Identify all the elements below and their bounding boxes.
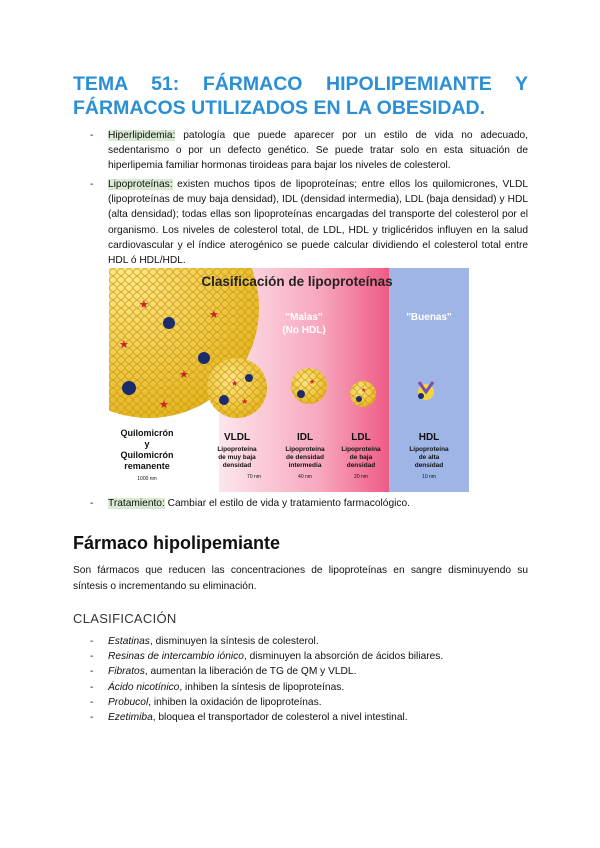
list-item — [90, 710, 528, 725]
list-item — [90, 649, 528, 664]
bullet-dash: - — [90, 179, 94, 190]
section-paragraph: Son fármacos que reducen las concentraciones de lipoproteínas en sangre disminuyendo su síntesis o incrementando su eliminación. — [73, 565, 528, 592]
ldl-desc-2: de baja — [349, 454, 373, 461]
bullet-dash: - — [90, 498, 94, 509]
term-highlight: Lipoproteínas: — [108, 179, 173, 190]
bullet-dash: - — [90, 651, 94, 663]
title-line-2: FÁRMACOS UTILIZADOS EN LA OBESIDAD. — [73, 97, 486, 119]
idl-desc-1: Lipoproteína — [285, 446, 325, 453]
bullet-dash: - — [90, 130, 94, 141]
bullet-dash: - — [90, 636, 94, 647]
quilomicron-size: 1000 nm — [137, 476, 157, 482]
item-text: Cambiar el estilo de vida y tratamiento farmacológico. — [164, 498, 410, 509]
svg-text:★: ★ — [209, 309, 219, 321]
drug-name: Ácido nicotínico — [108, 681, 180, 693]
svg-text:★: ★ — [309, 379, 316, 386]
bullet-dash: - — [90, 666, 94, 678]
bullet-dash: - — [90, 712, 94, 724]
hdl-particle — [418, 382, 434, 400]
vldl-particle — [207, 358, 267, 418]
drug-description: , inhiben la oxidación de lipoproteínas. — [148, 696, 322, 708]
hdl-desc-1: Lipoproteína — [409, 446, 449, 453]
drug-description: , inhiben la síntesis de lipoproteínas. — [179, 681, 345, 693]
quilomicron-name: Quilomicrón — [120, 428, 174, 438]
hdl-name: HDL — [418, 432, 440, 443]
bullet-dash: - — [90, 696, 94, 708]
ldl-desc-1: Lipoproteína — [341, 446, 381, 453]
vldl-size: 70 nm — [247, 474, 261, 480]
svg-text:★: ★ — [139, 299, 149, 311]
drug-name: Resinas de intercambio iónico — [108, 651, 244, 663]
bullet-list-tratamiento — [90, 496, 528, 511]
figure-title: Clasificación de lipoproteínas — [201, 274, 393, 289]
item-text: patología que puede aparecer por un estilo de vida no adecuado, sedentarismo o por un defecto genético. Se puede tratar solo en esta situación de hiperlipemia familiar hormonas tiroideas para bajar los niveles de colesterol. — [108, 130, 528, 172]
drug-description: , bloquea el transportador de colesterol a nivel intestinal. — [152, 712, 408, 724]
drug-description: , disminuyen la absorción de ácidos biliares. — [243, 651, 444, 663]
svg-text:★: ★ — [179, 369, 189, 381]
term-highlight: Hiperlipidemia: — [108, 130, 176, 141]
ldl-size: 20 nm — [354, 474, 368, 480]
idl-size: 40 nm — [298, 474, 312, 480]
drug-name: Ezetimiba — [108, 712, 153, 724]
svg-text:★: ★ — [241, 397, 249, 406]
svg-text:★: ★ — [361, 388, 367, 394]
drug-name: Fibratos — [108, 666, 145, 678]
vldl-desc-3: densidad — [222, 462, 252, 469]
ldl-particle — [350, 381, 376, 407]
svg-text:★: ★ — [231, 379, 239, 388]
list-item — [90, 177, 528, 268]
list-item — [90, 634, 528, 649]
list-item — [90, 664, 528, 679]
bullet-list-lipoproteinas — [90, 177, 528, 268]
lipoprotein-classification-figure — [109, 268, 469, 492]
svg-text:★: ★ — [159, 399, 169, 411]
term-highlight: Tratamiento: — [108, 498, 165, 509]
classification-heading: CLASIFICACIÓN — [73, 611, 177, 626]
ldl-name: LDL — [351, 432, 371, 443]
buenas-label: "Buenas" — [406, 312, 452, 323]
figure-illustration — [109, 268, 469, 492]
idl-desc-2: de densidad — [286, 454, 324, 461]
list-item — [90, 695, 528, 710]
hdl-size: 10 nm — [422, 474, 436, 480]
drug-description: , disminuyen la síntesis de colesterol. — [149, 636, 319, 647]
idl-desc-3: intermedia — [288, 462, 322, 469]
drug-name: Estatinas — [108, 636, 150, 647]
malas-label: "Malas" — [285, 312, 323, 323]
bullet-dash: - — [90, 681, 94, 693]
list-item — [90, 680, 528, 695]
vldl-name: VLDL — [223, 432, 251, 443]
item-text: existen muchos tipos de lipoproteínas; entre ellos los quilomicrones, VLDL (lipoproteínas de muy baja densidad), IDL (densidad intermedia), LDL (baja densidad) y HDL (alta densidad); todas ellas son lipoproteínas encargadas del transporte del colesterol por el organismo. Los niveles de colesterol total, de LDL, HDL y triglicéridos influyen en la salud cardiovascular y el índice aterogénico se puede calcular dividiendo el colesterol total entre HDL ó HDL/HDL. — [108, 179, 528, 267]
list-item — [90, 128, 528, 174]
ldl-desc-3: densidad — [346, 462, 376, 469]
list-item — [90, 496, 528, 511]
page-title — [73, 72, 528, 120]
quilomicron-name-2: Quilomicrón — [120, 450, 174, 460]
hdl-desc-2: de alta — [418, 454, 440, 461]
quilomicron-y: y — [144, 439, 150, 449]
title-line-1: TEMA 51: FÁRMACO HIPOLIPEMIANTE Y — [73, 73, 528, 95]
section-heading: Fármaco hipolipemiante — [73, 533, 281, 553]
idl-name: IDL — [296, 432, 314, 443]
drug-name: Probucol — [108, 696, 149, 708]
svg-text:★: ★ — [119, 339, 129, 351]
quilomicron-remanente: remanente — [124, 461, 170, 471]
bullet-list-hiperlipidemia — [90, 128, 528, 174]
classification-list — [90, 634, 528, 725]
drug-description: , aumentan la liberación de TG de QM y VLDL. — [144, 666, 357, 678]
vldl-desc-1: Lipoproteína — [217, 446, 257, 453]
vldl-desc-2: de muy baja — [218, 454, 256, 461]
idl-particle — [291, 368, 327, 404]
no-hdl-label: (No HDL) — [282, 325, 326, 336]
hdl-desc-3: densidad — [414, 462, 444, 469]
